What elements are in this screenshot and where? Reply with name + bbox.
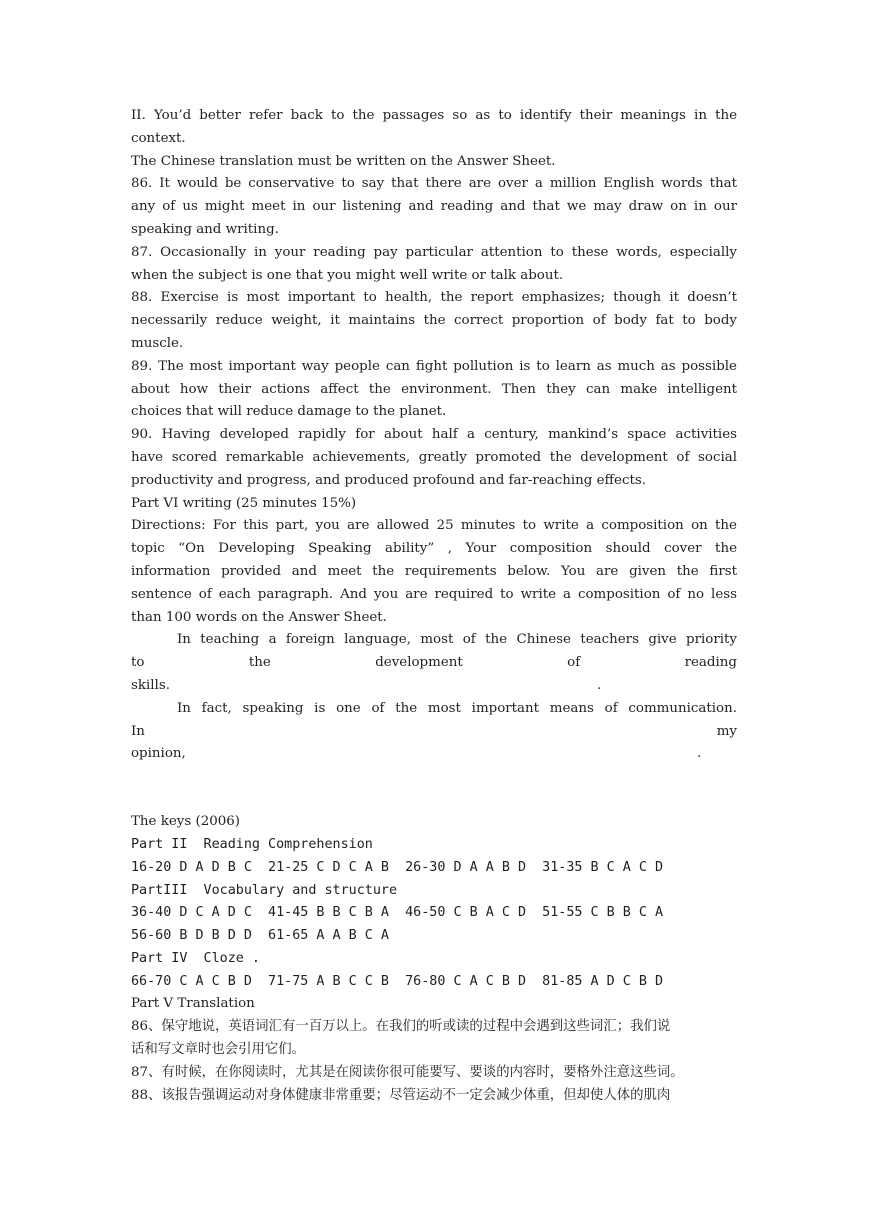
translation-instruction-line: context. <box>131 130 186 146</box>
paragraph-1-line-3 <box>131 675 737 698</box>
sentence-88-line: muscle. <box>131 335 184 351</box>
sentence-88-line: 88. Exercise is most important to health, the report emphasizes; though it doesn’t <box>131 290 737 306</box>
sentence-87-line: when the subject is one that you might well write or talk about. <box>131 267 564 283</box>
paragraph-1-line-3-start: skills. <box>131 677 170 693</box>
translation-instruction-line: II. You’d better refer back to the passages so as to identify their meanings in the <box>131 108 737 123</box>
directions-line: Directions: For this part, you are allowed 25 minutes to write a composition on the <box>131 518 737 534</box>
sentence-86-line: speaking and writing. <box>131 221 279 237</box>
directions-line: sentence of each paragraph. And you are required to write a composition of no less <box>131 586 737 602</box>
paragraph-1-line-2 <box>131 652 737 675</box>
sentence-88-line: necessarily reduce weight, it maintains the correct proportion of body fat to body <box>131 313 737 329</box>
sentence-90-line: 90. Having developed rapidly for about half a century, mankind’s space activities <box>131 427 737 443</box>
translation-answer-line: 话和写文章时也会引用它们。 <box>131 1042 306 1058</box>
sentence-86-line: 86. It would be conservative to say that there are over a million English words that <box>131 176 737 192</box>
writing-section <box>131 493 737 767</box>
sentence-86-line: any of us might meet in our listening and reading and that we may draw on in our <box>131 199 737 215</box>
paragraph-1-first-sentence: In teaching a foreign language, most of the Chinese teachers give priority <box>177 632 737 648</box>
sentence-90-line: productivity and progress, and produced profound and far-reaching effects. <box>131 472 646 488</box>
translation-answer-line: 88、该报告强调运动对身体健康非常重要；尽管运动不一定会减少体重，但却使人体的肌肉 <box>131 1087 671 1103</box>
document-page <box>131 105 737 1107</box>
paragraph-2-line-3-start: opinion, <box>131 746 186 762</box>
keys-answer-row: 16-20 D A D B C 21-25 C D C A B 26-30 D A A B D 31-35 B C A C D <box>131 859 664 875</box>
word: the <box>248 655 271 671</box>
paragraph-2-first-sentence: In fact, speaking is one of the most important means of communication. <box>177 700 737 716</box>
sentence-89-line: about how their actions affect the environment. Then they can make intelligent <box>131 381 737 397</box>
word: In <box>131 723 145 739</box>
sentence-89-line: choices that will reduce damage to the planet. <box>131 404 447 420</box>
writing-heading: Part VI writing (25 minutes 15%) <box>131 495 357 511</box>
word: my <box>716 723 737 739</box>
sentence-87-line: 87. Occasionally in your reading pay particular attention to these words, especially <box>131 244 737 260</box>
keys-part-heading: Part II Reading Comprehension <box>131 836 373 852</box>
directions-line: topic “On Developing Speaking ability” , Your composition should cover the <box>131 541 737 557</box>
paragraph-1-blank-end: . <box>597 677 602 693</box>
paragraph-2-line-2 <box>131 721 737 744</box>
word: of <box>567 655 581 671</box>
keys-answer-row: 66-70 C A C B D 71-75 A B C C B 76-80 C A C B D 81-85 A D C B D <box>131 973 664 989</box>
word: reading <box>684 655 737 671</box>
word: development <box>375 655 463 671</box>
sentence-89-line: 89. The most important way people can fight pollution is to learn as much as possible <box>131 358 737 374</box>
translation-instruction-line: The Chinese translation must be written on the Answer Sheet. <box>131 153 556 169</box>
keys-part-heading: Part V Translation <box>131 996 255 1012</box>
keys-answer-row: 36-40 D C A D C 41-45 B B C B A 46-50 C B A C D 51-55 C B B C A <box>131 905 664 921</box>
translation-section <box>131 105 737 493</box>
sentence-90-line: have scored remarkable achievements, greatly promoted the development of social <box>131 449 737 465</box>
keys-part-heading: PartIII Vocabulary and structure <box>131 882 398 898</box>
keys-answer-row: 56-60 B D B D D 61-65 A A B C A <box>131 928 389 944</box>
keys-title: The keys (2006) <box>131 814 240 830</box>
word: to <box>131 655 145 671</box>
translation-answer-line: 87、有时候，在你阅读时，尤其是在阅读你很可能要写、要谈的内容时，要格外注意这些词。 <box>131 1064 684 1080</box>
paragraph-2-line-3 <box>131 743 737 766</box>
paragraph-2-blank-end: . <box>697 746 702 762</box>
keys-part-heading: Part IV Cloze . <box>131 950 260 966</box>
directions-line: than 100 words on the Answer Sheet. <box>131 609 387 625</box>
keys-section <box>131 811 737 1107</box>
translation-answer-line: 86、保守地说，英语词汇有一百万以上。在我们的听或读的过程中会遇到这些词汇；我们说 <box>131 1019 671 1035</box>
directions-line: information provided and meet the requirements below. You are given the first <box>131 563 737 579</box>
